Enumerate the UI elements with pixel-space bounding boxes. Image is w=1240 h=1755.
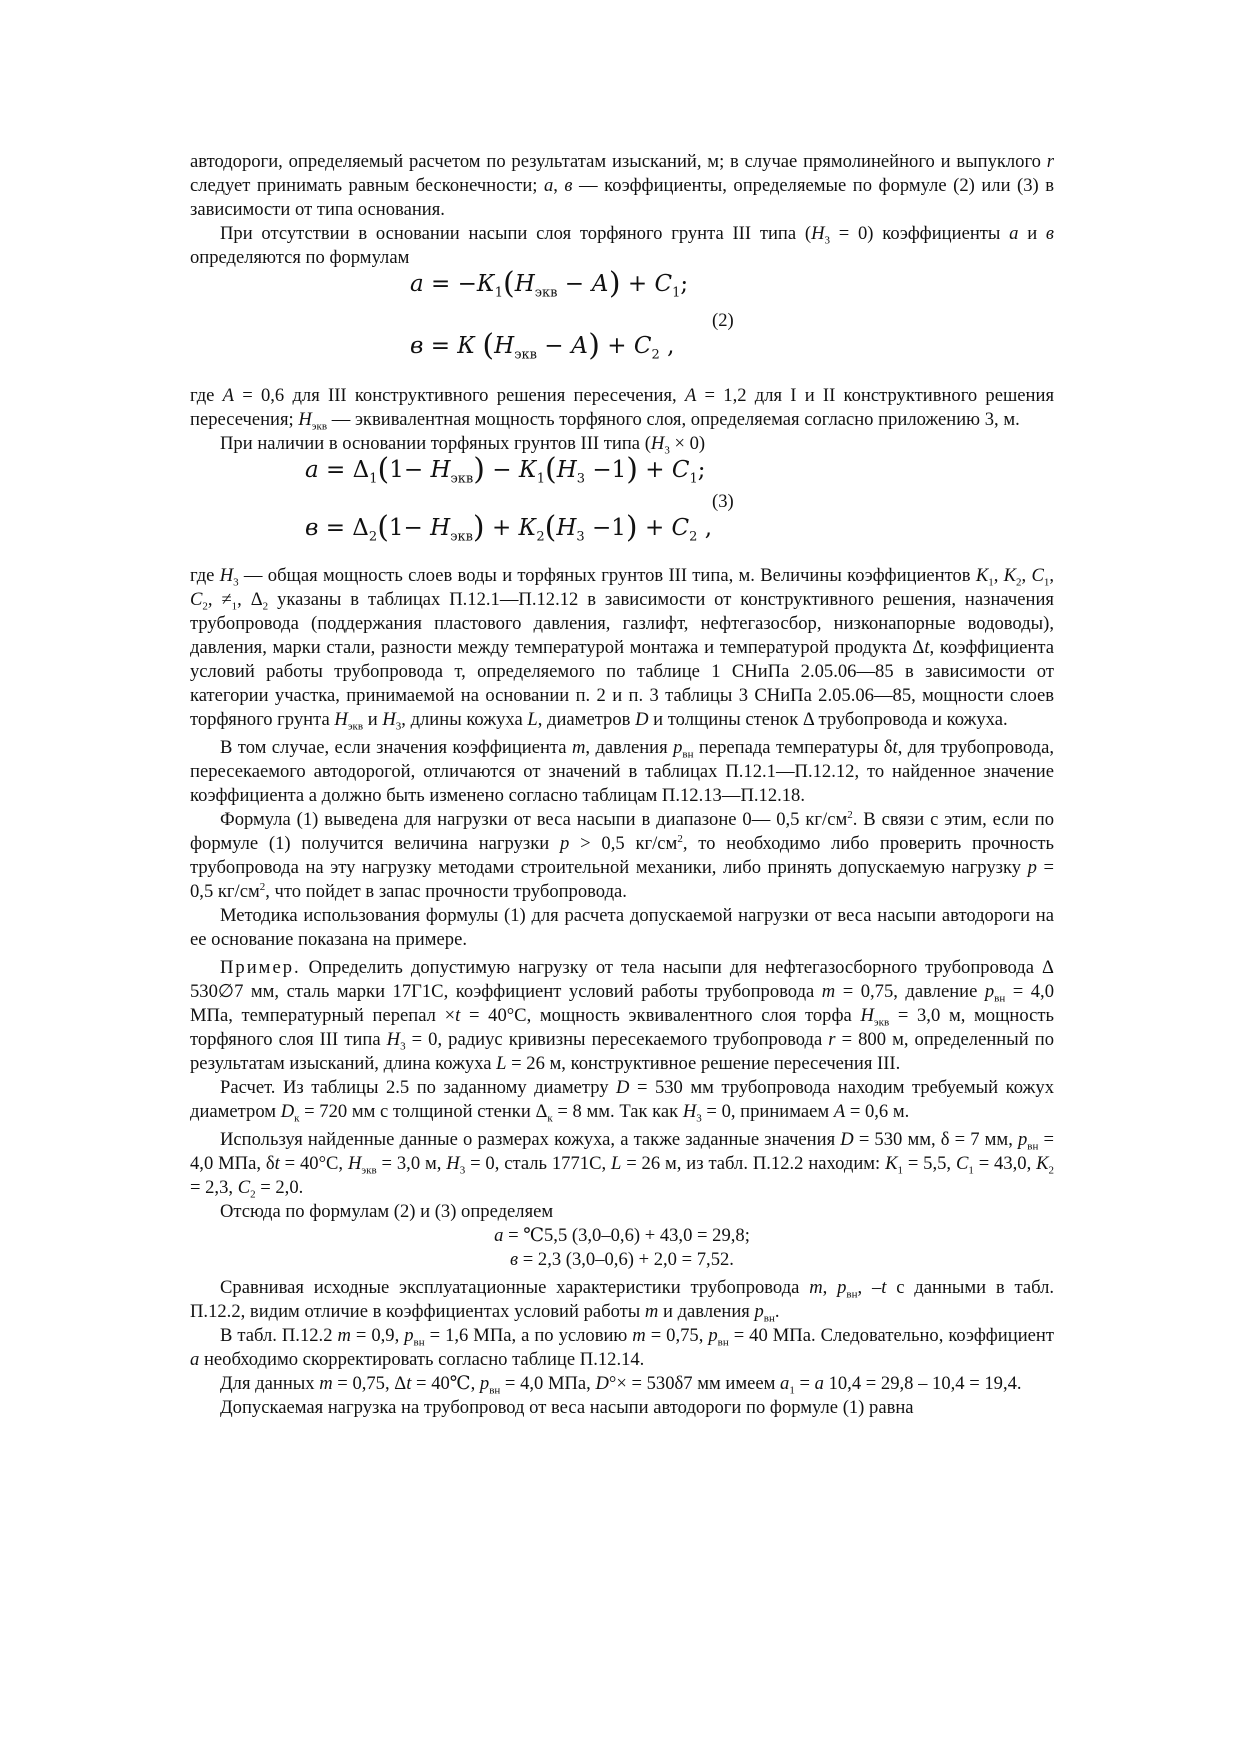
text-run: ) — [608, 266, 621, 301]
text-run: С — [190, 589, 203, 610]
text-run: определяются по формулам — [190, 247, 410, 268]
text-run: 1 — [369, 471, 378, 487]
text-run: в — [1045, 223, 1054, 244]
text-run: ) — [625, 510, 638, 545]
text-run: 3 — [400, 1040, 406, 1053]
text-run: ( — [377, 452, 390, 487]
text-run: Н — [811, 223, 825, 244]
text-run: −1 — [584, 515, 626, 541]
text-run: = 2,3, — [190, 1177, 238, 1198]
text-run: т — [632, 1325, 646, 1346]
text-run: перепада температуры δ — [693, 737, 893, 758]
text-run: В табл. П.12.2 — [220, 1325, 338, 1346]
text-run: Н — [514, 271, 535, 297]
text-run: , — [659, 333, 675, 359]
text-run: = 0, сталь 1771С, — [465, 1153, 611, 1174]
text-run: 1 — [968, 1164, 974, 1177]
text-run: t — [924, 637, 930, 658]
text-run: К — [518, 457, 537, 483]
text-run: − — [536, 333, 571, 359]
text-run: = — [423, 333, 458, 359]
text-run: t — [455, 1005, 461, 1026]
text-run: = 0, принимаем — [701, 1101, 834, 1122]
text-run: К — [1036, 1153, 1049, 1174]
text-run: р — [708, 1325, 718, 1346]
text-run: 2 — [259, 880, 266, 893]
text-run: и — [1018, 223, 1046, 244]
text-run: D — [595, 1373, 609, 1394]
text-run: р — [673, 737, 683, 758]
text-run: р — [1017, 1129, 1028, 1150]
text-run: = 3,0 м, — [376, 1153, 447, 1174]
text-run: р — [404, 1325, 414, 1346]
text-run: в — [305, 515, 319, 541]
text-run: вн — [413, 1336, 425, 1349]
text-run: 1− — [388, 515, 431, 541]
text-run: где — [190, 565, 220, 586]
text-run: > 0,5 кг/см — [569, 833, 678, 854]
text-run: = 40℃, — [411, 1373, 480, 1394]
text-run: ; — [697, 457, 706, 483]
text-run: р — [479, 1373, 490, 1394]
text-run: + — [637, 457, 672, 483]
text-run: 1 — [231, 600, 238, 613]
text-run: r — [1046, 151, 1054, 172]
text-run: К — [518, 515, 537, 541]
text-run: = 0,9, — [350, 1325, 405, 1346]
text-run: а — [780, 1373, 790, 1394]
text-run: экв — [450, 529, 473, 545]
text-run: экв — [347, 720, 364, 733]
text-run: Сравнивая исходные эксплуатационные характеристики трубопровода — [220, 1277, 810, 1298]
text-run: = 1,6 МПа, а по условию — [424, 1325, 633, 1346]
text-run: . В связи с этим, если по формуле (1) получится величина нагрузки — [190, 809, 1055, 854]
text-run: t — [892, 737, 898, 758]
text-run: вн — [846, 1288, 858, 1301]
text-run: 1 — [897, 1164, 903, 1177]
text-run: вн — [717, 1336, 729, 1349]
text-run: — общая мощность слоев воды и торфяных грунтов III типа, м. Величины коэффициентов — [238, 565, 976, 586]
text-run: В том случае, если значения коэффициента — [220, 737, 572, 758]
text-run: Используя найденные данные о размерах кожуха, а также заданные значения — [220, 1129, 841, 1150]
text-run: , длины кожуха — [401, 709, 528, 730]
text-run: = 4,0 МПа, — [500, 1373, 596, 1394]
formula-3-number: (3) — [712, 491, 734, 512]
paragraph-0 — [190, 150, 1054, 222]
text-run: × 0) — [669, 433, 706, 454]
text-run: Н — [494, 333, 515, 359]
text-run: , давления — [585, 737, 674, 758]
text-run: , коэффициента условий работы трубопровода т, определяемого по таблице 1 СНиПа 2.05.06—85 в зависимости от категории участка, принимаемой на основании п. 2 и п. 3 таблицы 3 СНиПа 2.05.06—85, мощности слоев торфяного грунта — [190, 637, 1054, 730]
text-run: = 40°С, мощность эквивалентного слоя торфа — [460, 1005, 861, 1026]
text-run: = 0, радиус кривизны пересекаемого трубопровода — [405, 1029, 829, 1050]
text-run: К — [457, 333, 476, 359]
formula-2-line-1 — [410, 266, 689, 301]
text-run: = 8 мм. Так как — [552, 1101, 683, 1122]
text-run: = 0,75, давление — [835, 981, 985, 1002]
text-run: ) — [473, 452, 485, 487]
text-run: С — [955, 1153, 969, 1174]
text-run: 1 — [672, 285, 681, 301]
text-run: а — [305, 457, 319, 483]
text-run: Н — [298, 409, 312, 430]
text-run: 2 — [1048, 1164, 1054, 1177]
text-run: а — [190, 1349, 200, 1370]
text-run: Отсюда по формулам (2) и (3) определяем — [220, 1201, 554, 1222]
text-run: D — [280, 1101, 295, 1122]
text-run: , что пойдет в запас прочности трубопровода. — [265, 881, 627, 902]
paragraph-10 — [190, 1128, 1054, 1200]
text-run: С — [1031, 565, 1044, 586]
text-run: + — [637, 515, 672, 541]
text-run: = 4,0 МПа, температурный перепал × — [190, 981, 1055, 1026]
text-run: С — [237, 1177, 251, 1198]
text-run: = 3,0 м, мощность торфяного слоя III типа — [190, 1005, 1054, 1050]
text-run: = 0,5 кг/см — [190, 857, 1054, 902]
text-run: L — [496, 1053, 507, 1074]
text-run: Н — [382, 709, 396, 730]
text-run: = 530 мм трубопровода находим требуемый кожух диаметром — [190, 1077, 1054, 1122]
text-run: = 2,3 (3,0–0,6) + 2,0 = 7,52. — [518, 1249, 734, 1270]
text-run: . — [774, 1301, 780, 1322]
text-run: вн — [489, 1384, 501, 1397]
paragraph-6 — [190, 808, 1054, 904]
text-run: 2 — [250, 1188, 256, 1201]
text-run: t — [274, 1153, 280, 1174]
text-run: , – — [857, 1277, 882, 1298]
text-run: 1 — [689, 471, 698, 487]
text-run: экв — [514, 347, 537, 363]
text-run: , Δ — [237, 589, 263, 610]
text-run: С — [654, 271, 673, 297]
text-run: 2 — [651, 347, 660, 363]
text-run: 2 — [677, 832, 683, 845]
formula-2-number: (2) — [712, 310, 734, 331]
text-run: , для трубопровода, пересекаемого автодорогой, отличаются от значений в таблицах П.12.1—П.12.12, то найденное значение коэффициента а должно быть изменено согласно таблицам П.12.13—П.12.18. — [190, 737, 1054, 806]
text-run: 1 — [789, 1384, 795, 1397]
calc-line-b — [190, 1248, 1054, 1272]
formula-3 — [190, 452, 1054, 562]
text-run: 2 — [262, 600, 269, 613]
text-run: экв — [361, 1164, 377, 1177]
text-run: = 2,0. — [255, 1177, 304, 1198]
text-run: и толщины стенок Δ трубопровода и кожуха. — [648, 709, 1008, 730]
text-run: L — [610, 1153, 622, 1174]
text-run: где — [190, 385, 223, 406]
text-run: Формула (1) выведена для нагрузки от веса насыпи в диапазоне 0— 0,5 кг/см — [220, 809, 848, 830]
text-run: 3 — [576, 471, 586, 487]
text-run: , — [1021, 565, 1032, 586]
text-run: = 26 м, из табл. П.12.2 находим: — [621, 1153, 886, 1174]
text-run: а — [1009, 223, 1019, 244]
text-run: °× = 530δ7 мм имеем — [608, 1373, 781, 1394]
text-run: А — [591, 271, 609, 297]
text-run: = 1,2 для I и II конструктивного решения пересечения; — [190, 385, 1054, 430]
text-run: = 0,75, Δ — [332, 1373, 407, 1394]
text-run: а — [543, 175, 554, 196]
text-run: − — [484, 457, 519, 483]
text-run: к — [294, 1112, 300, 1125]
text-run: = 40 МПа. Следовательно, коэффициент — [728, 1325, 1054, 1346]
text-run: = 0,6 м. — [845, 1101, 910, 1122]
text-run: Н — [386, 1029, 401, 1050]
text-run: с данными в табл. П.12.2, видим отличие в коэффициентах условий работы — [190, 1277, 1055, 1322]
text-run: 3 — [233, 576, 239, 589]
text-run: D — [635, 709, 649, 730]
text-run: = 40°С, — [279, 1153, 348, 1174]
paragraph-5 — [190, 736, 1054, 808]
text-run: 3 — [459, 1164, 466, 1177]
text-run: ( — [544, 452, 557, 487]
text-run: Н — [860, 1005, 874, 1026]
text-run: К — [1003, 565, 1017, 586]
paragraph-14 — [190, 1276, 1054, 1324]
text-run: ) — [626, 452, 638, 487]
text-run: , — [697, 515, 713, 541]
paragraph-1 — [190, 222, 1054, 270]
text-run: , — [822, 1277, 838, 1298]
text-run: р — [1027, 857, 1037, 878]
text-run: Н — [556, 515, 577, 541]
text-run: 1 — [1043, 576, 1050, 589]
text-run: = Δ — [318, 457, 370, 483]
text-run: а — [814, 1373, 824, 1394]
text-run: к — [547, 1112, 553, 1125]
text-run: = 0,75, — [645, 1325, 709, 1346]
text-run: С — [671, 515, 690, 541]
text-run: Н — [347, 1153, 362, 1174]
text-run: экв — [450, 471, 474, 487]
text-run: К — [885, 1153, 898, 1174]
text-run: 1 — [536, 471, 545, 487]
text-run: + — [484, 515, 519, 541]
text-run: Допускаемая нагрузка на трубопровод от веса насыпи автодороги по формуле (1) равна — [220, 1397, 914, 1418]
text-run: — коэффициенты, определяемые по формуле (2) или (3) в зависимости от типа основания. — [190, 175, 1054, 220]
text-run: т — [821, 981, 836, 1002]
text-run: 2 — [847, 808, 853, 821]
text-run: указаны в таблицах П.12.1—П.12.12 в зависимости от конструктивного решения, назначения трубопровода (поддержания пластового давления, газлифт, нефтегазосбор, низконапорные водоводы), давления, марки стали, разности между температурой монтажа и температурой продукта Δ — [190, 589, 1054, 658]
text-run: р — [837, 1277, 847, 1298]
text-run: экв — [311, 420, 328, 433]
text-run: необходимо скорректировать согласно таблице П.12.14. — [199, 1349, 645, 1370]
text-run: = 0) коэффициенты — [830, 223, 1010, 244]
text-run: = 4,0 МПа, δ — [190, 1129, 1054, 1174]
text-run: т — [319, 1373, 333, 1394]
text-run: Н — [430, 515, 451, 541]
text-run: т — [809, 1277, 823, 1298]
text-run: При наличии в основании торфяных грунтов III типа ( — [220, 433, 651, 454]
text-run: 2 — [368, 529, 378, 545]
text-run: вн — [682, 748, 694, 761]
text-run: = − — [423, 271, 477, 297]
text-run: t — [406, 1373, 412, 1394]
text-run: автодороги, определяемый расчетом по результатам изысканий, м; в случае прямолинейного и выпуклого — [190, 151, 1047, 172]
text-run: −1 — [585, 457, 627, 483]
text-run: экв — [534, 285, 558, 301]
text-run: 3 — [824, 234, 830, 247]
text-run: 1 — [988, 576, 994, 589]
text-run: К — [476, 271, 495, 297]
paragraph-11 — [190, 1200, 1054, 1224]
paragraph-17 — [190, 1396, 1054, 1420]
text-run: r — [828, 1029, 836, 1050]
text-run: ) — [588, 328, 600, 363]
text-run: = 0,6 для III конструктивного решения пересечения, — [234, 385, 685, 406]
text-run: ( — [502, 266, 515, 301]
text-run: + — [620, 271, 655, 297]
text-run: + — [599, 333, 634, 359]
text-run: = ℃5,5 (3,0–0,6) + 43,0 = 29,8; — [503, 1225, 750, 1246]
text-run: в — [410, 333, 424, 359]
text-run: а — [410, 271, 424, 297]
text-run: , — [1049, 565, 1055, 586]
text-run: D — [840, 1129, 854, 1150]
text-run: 2 — [202, 600, 208, 613]
text-run: ( — [544, 510, 557, 545]
text-run: Н — [650, 433, 665, 454]
paragraph-9 — [190, 1076, 1054, 1124]
document-page — [190, 150, 1054, 1420]
text-run: С — [671, 457, 690, 483]
text-run: — эквивалентная мощность торфяного слоя, определяемая согласно приложению 3, м. — [327, 409, 1020, 430]
text-run: в — [510, 1249, 519, 1270]
text-run: 1 — [494, 285, 503, 301]
paragraph-3 — [190, 432, 1054, 456]
text-run: и — [363, 709, 383, 730]
text-run: А — [570, 333, 589, 359]
text-run: ( — [482, 328, 495, 363]
text-run: ) — [472, 510, 485, 545]
text-run: С — [633, 333, 652, 359]
paragraph-8 — [190, 956, 1054, 1076]
text-run: Н — [682, 1101, 697, 1122]
formula-2 — [190, 266, 1054, 382]
text-run: ( — [377, 510, 389, 545]
text-run: = — [794, 1373, 815, 1394]
text-run: Методика использования формулы (1) для расчета допускаемой нагрузки от веса насыпи автодороги на ее основание показана на примере. — [190, 905, 1054, 950]
paragraph-2 — [190, 384, 1054, 432]
text-run: Н — [334, 709, 348, 730]
formula-3-line-2 — [305, 510, 713, 545]
text-run: в — [564, 175, 573, 196]
text-run: , — [993, 565, 1004, 586]
text-run: р — [754, 1301, 764, 1322]
text-run: 3 — [395, 720, 402, 733]
formula-2-line-2 — [410, 328, 675, 363]
formula-3-line-1 — [305, 452, 706, 487]
calc-line-a — [190, 1224, 1054, 1248]
text-run: Н — [430, 457, 451, 483]
text-run: а — [494, 1225, 504, 1246]
paragraph-4 — [190, 564, 1054, 732]
text-run: т — [571, 737, 586, 758]
text-run: = 26 м, конструктивное решение пересечения III. — [506, 1053, 901, 1074]
text-run: следует принимать равным бесконечности; — [190, 175, 544, 196]
text-run: р — [984, 981, 995, 1002]
text-run: Расчет. Из таблицы 2.5 по заданному диаметру — [220, 1077, 617, 1098]
text-run: Пример. — [220, 957, 301, 978]
text-run: т — [337, 1325, 351, 1346]
text-run: Н — [219, 565, 234, 586]
text-run: = Δ — [318, 515, 369, 541]
paragraph-7 — [190, 904, 1054, 952]
text-run: = 5,5, — [902, 1153, 956, 1174]
text-run: р — [560, 833, 570, 854]
text-run: = 800 м, определенный по результатам изысканий, длина кожуха — [190, 1029, 1054, 1074]
text-run: и давления — [658, 1301, 755, 1322]
text-run: 10,4 = 29,8 – 10,4 = 19,4. — [823, 1373, 1022, 1394]
text-run: А — [222, 385, 235, 406]
text-run: экв — [873, 1016, 890, 1029]
text-run: 2 — [536, 529, 545, 545]
text-run: 3 — [696, 1112, 702, 1125]
text-run: А — [833, 1101, 846, 1122]
text-run: вн — [1027, 1140, 1039, 1153]
text-run: , то необходимо либо проверить прочность трубопровода на эту нагрузку методами строительной механики, либо принять допускаемую нагрузку — [190, 833, 1055, 878]
text-run: Определить допустимую нагрузку от тела насыпи для нефтегазосборного трубопровода Δ 530∅7 мм, сталь марки 17Г1С, коэффициент условий работы трубопровода — [190, 957, 1054, 1002]
text-run: При отсутствии в основании насыпи слоя торфяного грунта III типа ( — [220, 223, 812, 244]
text-run: L — [527, 709, 538, 730]
text-run: А — [684, 385, 697, 406]
text-run: Н — [446, 1153, 460, 1174]
text-run: 2 — [1016, 576, 1022, 589]
text-run: D — [616, 1077, 630, 1098]
text-run: = 720 мм с толщиной стенки Δ — [299, 1101, 548, 1122]
text-run: = 530 мм, δ = 7 мм, — [853, 1129, 1018, 1150]
text-run: 3 — [576, 529, 585, 545]
paragraph-16 — [190, 1372, 1054, 1396]
text-run: Н — [556, 457, 577, 483]
text-run: t — [881, 1277, 887, 1298]
text-run: − — [557, 271, 592, 297]
paragraph-15 — [190, 1324, 1054, 1372]
text-run: , диаметров — [537, 709, 636, 730]
text-run: Для данных — [220, 1373, 320, 1394]
text-run: вн — [994, 992, 1006, 1005]
text-run: 2 — [689, 529, 698, 545]
text-run: = 43,0, — [973, 1153, 1037, 1174]
text-run: К — [975, 565, 989, 586]
text-run: вн — [763, 1312, 775, 1325]
text-run: 3 — [664, 444, 670, 457]
text-run: т — [644, 1301, 659, 1322]
text-run: , ≠ — [207, 589, 232, 610]
text-run: 1− — [389, 457, 431, 483]
text-run: ; — [680, 271, 689, 297]
text-run: , — [553, 175, 565, 196]
